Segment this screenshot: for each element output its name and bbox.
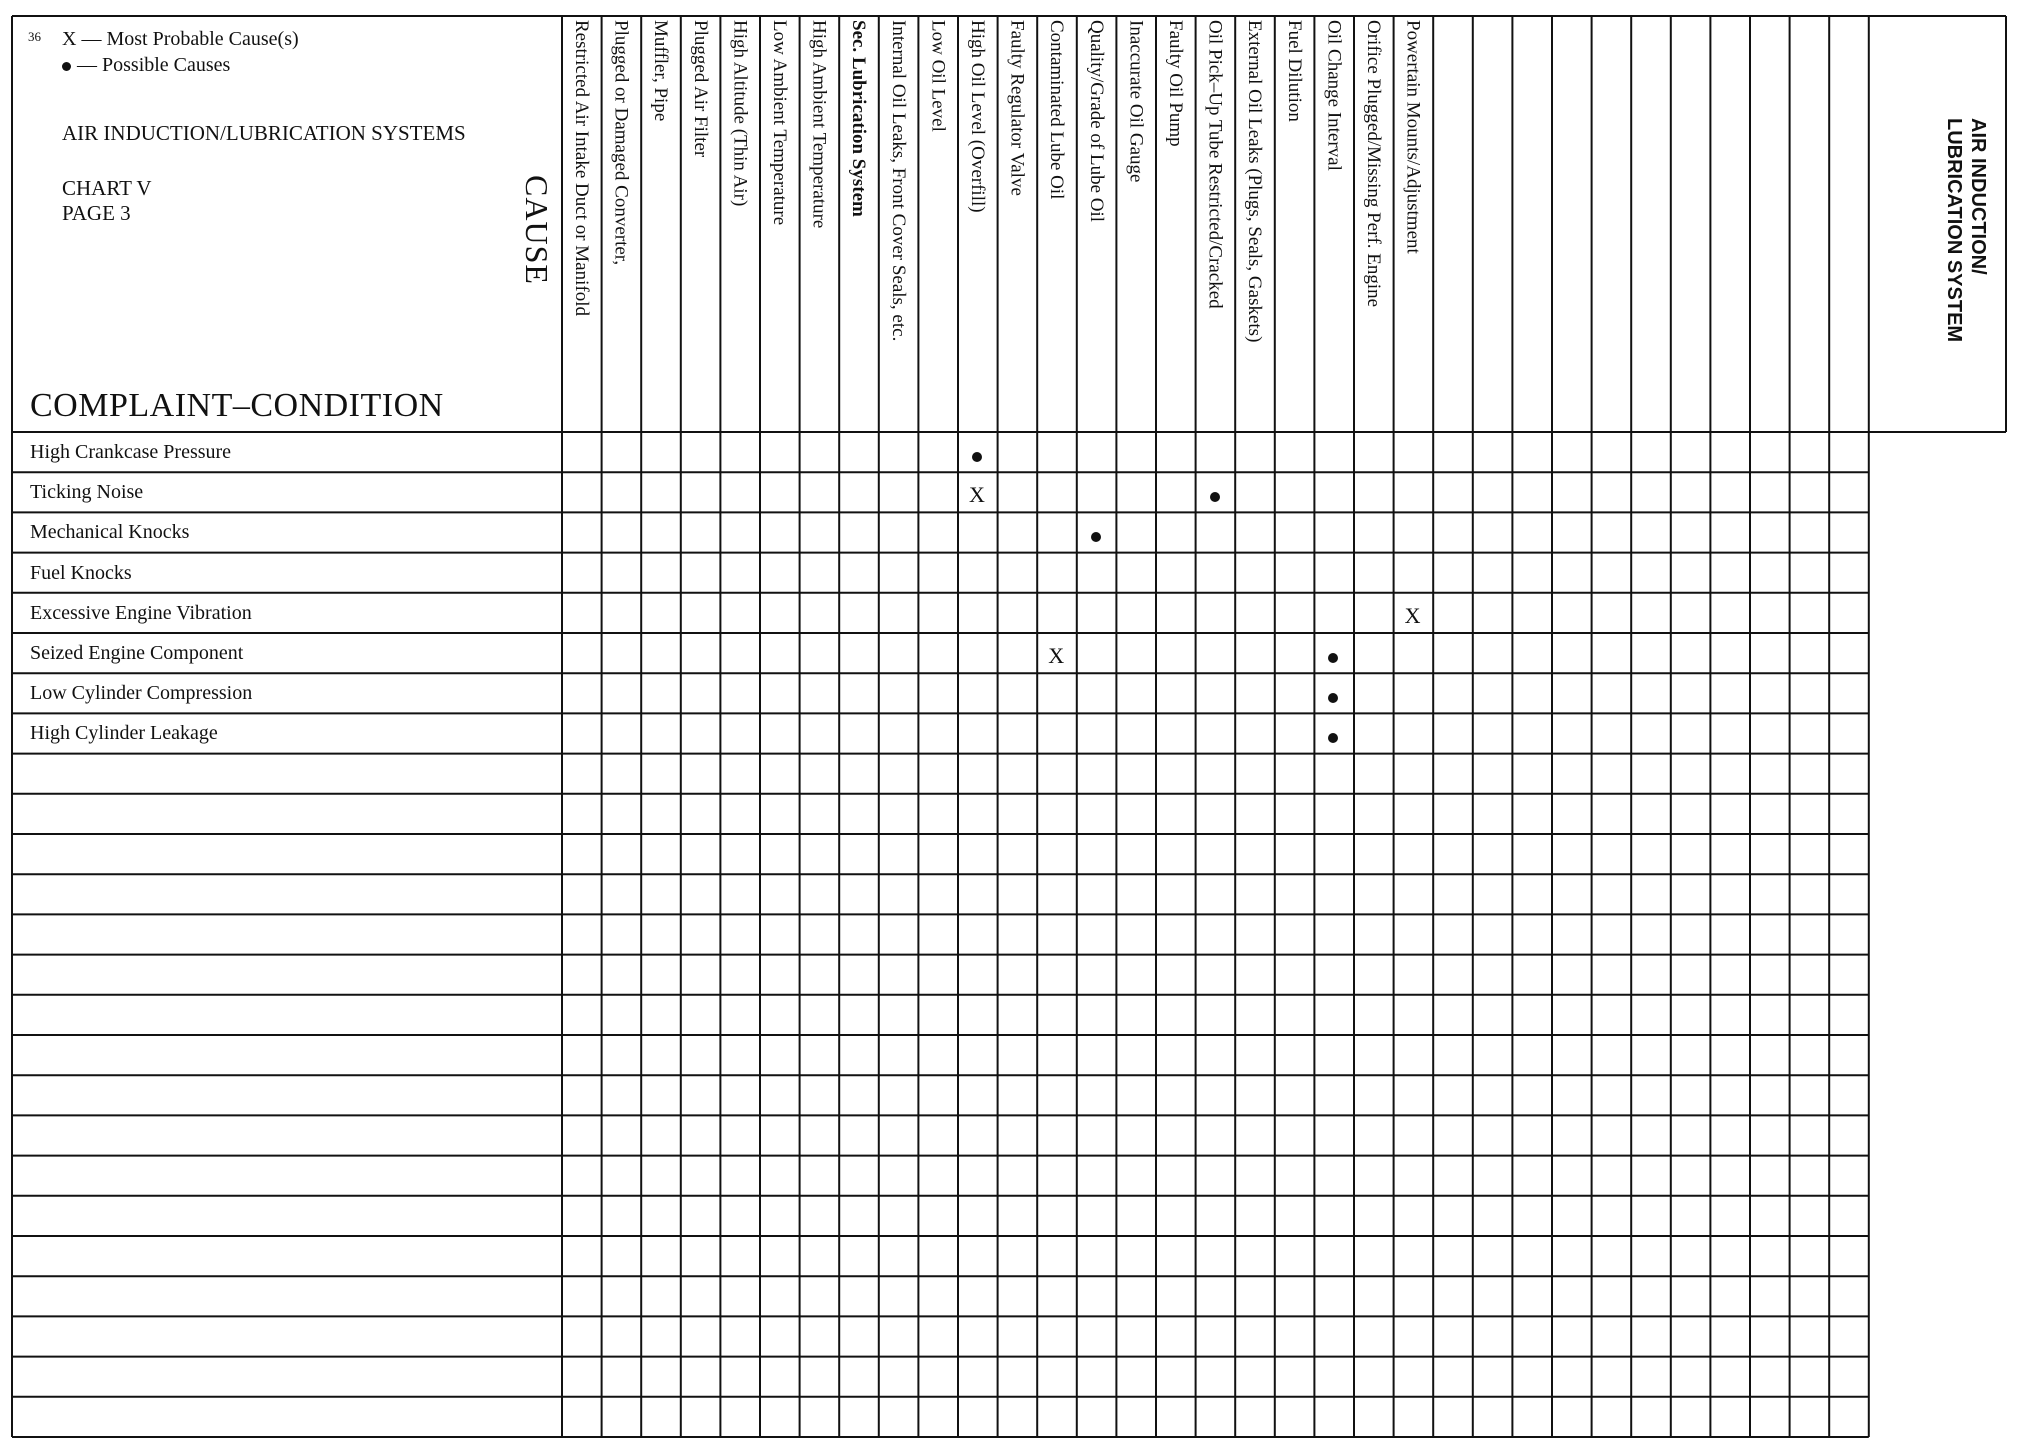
bullet-icon <box>1328 653 1338 663</box>
possible-cause-dot <box>1314 645 1352 667</box>
column-header: Orifice Plugged/Missing Perf. Engine <box>1363 20 1384 308</box>
column-header <box>1710 20 1748 425</box>
column-header: High Ambient Temperature <box>808 20 830 229</box>
column-header: Restricted Air Intake Duct or Manifold <box>571 20 592 317</box>
chart-page: PAGE 3 <box>62 201 131 225</box>
legend-most-probable: X — Most Probable Cause(s) <box>62 28 299 50</box>
row-label: Seized Engine Component <box>30 642 244 664</box>
row-label: Fuel Knocks <box>30 561 132 584</box>
possible-cause-dot <box>1196 484 1234 506</box>
most-probable-cause-mark: X <box>969 482 985 508</box>
complaint-label: COMPLAINT–CONDITION <box>30 387 444 424</box>
column-header: Contaminated Lube Oil <box>1046 20 1068 200</box>
row-label: High Crankcase Pressure <box>30 441 232 463</box>
row-label: High Cylinder Leakage <box>30 722 218 745</box>
column-header: Plugged Air Filter <box>689 20 711 158</box>
possible-cause-dot <box>958 444 996 466</box>
column-header <box>1829 20 1867 425</box>
possible-cause-dot <box>1077 524 1115 546</box>
column-header: Powertain Mounts/Adjustment <box>1402 20 1424 254</box>
column-header: Plugged or Damaged Converter, <box>610 20 632 266</box>
column-header: Low Ambient Temperature <box>769 20 790 226</box>
bullet-icon <box>1328 733 1338 743</box>
column-header <box>1552 20 1590 425</box>
column-header: Low Oil Level <box>927 20 949 132</box>
column-header: Sec. Lubrication System <box>848 20 870 217</box>
page-number: 36 <box>28 29 41 44</box>
column-header <box>1631 20 1669 425</box>
row-label: Ticking Noise <box>30 481 144 504</box>
column-header: Quality/Grade of Lube Oil <box>1085 20 1107 223</box>
bullet-icon <box>1328 693 1338 703</box>
column-header: Internal Oil Leaks, Front Cover Seals, etc. <box>887 20 909 342</box>
column-header <box>1671 20 1709 425</box>
bullet-icon <box>1091 532 1101 542</box>
column-header <box>1473 20 1511 425</box>
column-header <box>1750 20 1788 425</box>
column-header: High Oil Level (Overfill) <box>967 20 988 213</box>
column-header: Oil Change Interval <box>1323 20 1345 171</box>
column-header <box>1592 20 1630 425</box>
column-header: Faulty Oil Pump <box>1165 20 1186 147</box>
column-header: External Oil Leaks (Plugs, Seals, Gaskets) <box>1244 20 1266 343</box>
column-header: Oil Pick–Up Tube Restricted/Cracked <box>1204 20 1226 309</box>
column-header: Inaccurate Oil Gauge <box>1125 20 1147 183</box>
bullet-icon <box>972 452 982 462</box>
system-title: AIR INDUCTION/LUBRICATION SYSTEMS <box>62 121 466 145</box>
column-header <box>1512 20 1550 425</box>
cause-label: CAUSE <box>519 175 555 285</box>
bullet-icon <box>1210 492 1220 502</box>
row-label: Mechanical Knocks <box>30 521 190 544</box>
possible-cause-dot <box>1314 685 1352 707</box>
legend-possible-text: — Possible Causes <box>77 54 231 76</box>
column-header: Faulty Regulator Valve <box>1006 20 1028 196</box>
most-probable-cause-mark: X <box>1404 602 1421 628</box>
column-header: Fuel Dilution <box>1283 20 1305 122</box>
row-label: Excessive Engine Vibration <box>30 601 252 624</box>
column-header <box>1790 20 1828 425</box>
side-title: AIR INDUCTION/ LUBRICATION SYSTEM <box>1943 118 1989 343</box>
column-header: Muffler, Pipe <box>650 20 672 122</box>
column-header <box>1433 20 1471 425</box>
column-header: High Altitude (Thin Air) <box>729 20 751 207</box>
chart-number: CHART V <box>62 176 152 200</box>
most-probable-cause-mark: X <box>1048 643 1065 668</box>
row-label: Low Cylinder Compression <box>30 682 253 705</box>
possible-cause-dot <box>1314 725 1352 747</box>
